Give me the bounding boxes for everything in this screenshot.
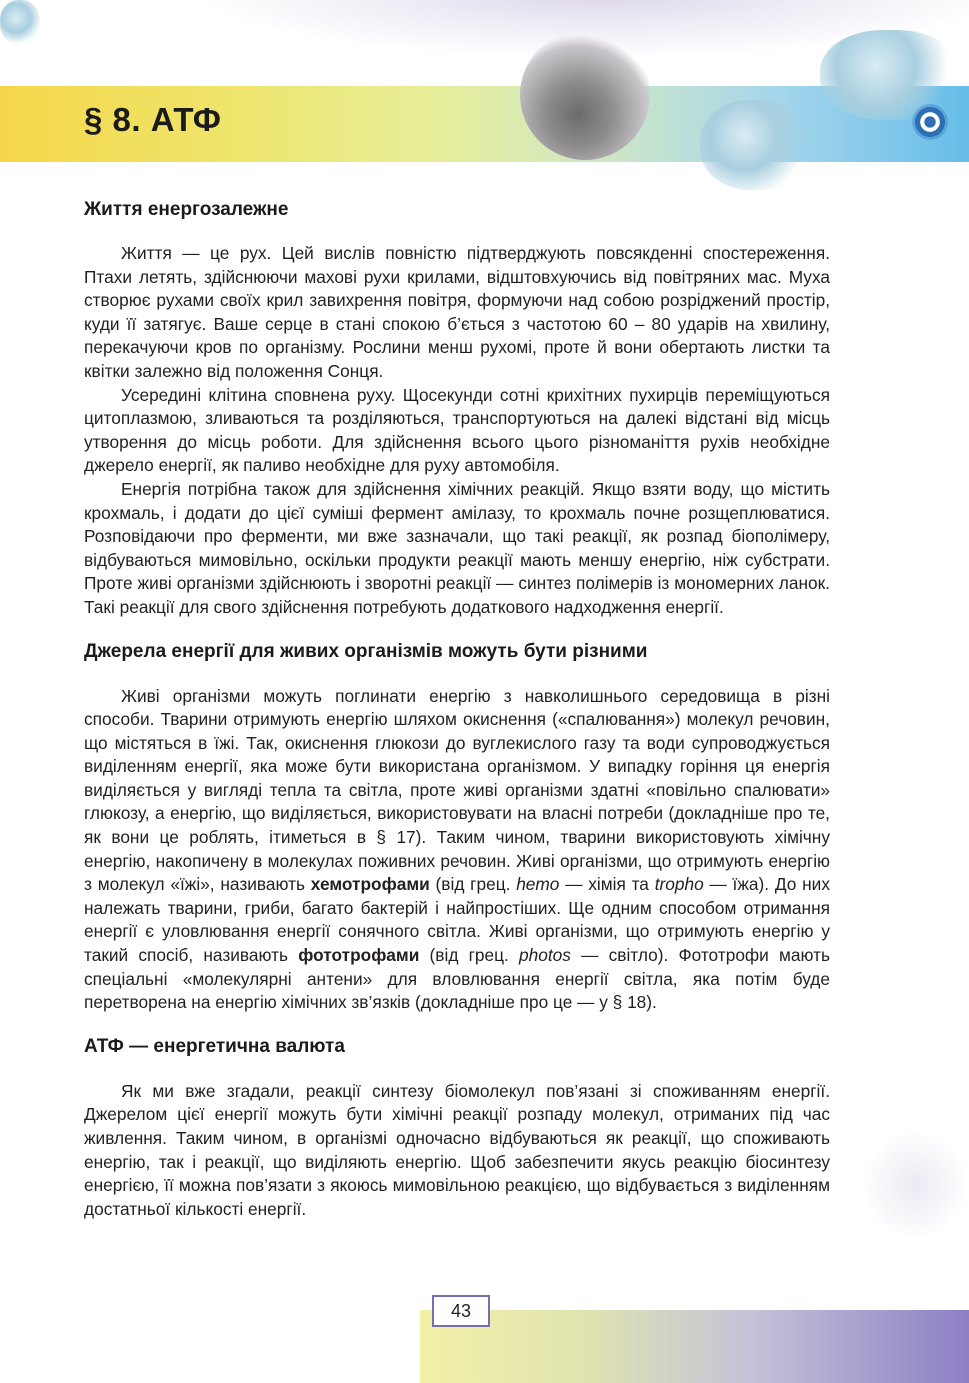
page-number: 43 (432, 1295, 490, 1327)
paragraph: Усередині клітина сповнена руху. Щосекунди сотні крихітних пухирців переміщуються цитоплазмою, зливаються та розділяються, транспортуються на далекі відстані від місць утворення до місць роботи. Для здійснення всього цього різноманіття рухів необхідне джерело енергії, як паливо необхідне для руху автомобіля. (84, 384, 830, 476)
section-heading: Життя енергозалежне (84, 199, 289, 220)
term-phototrophs: фототрофами (298, 945, 420, 966)
background-molecule-image (860, 1130, 969, 1240)
section-heading: АТФ — енергетична валюта (84, 1035, 345, 1057)
section-heading: Джерела енергії для живих організмів можуть бути різними (84, 640, 648, 662)
chapter-title: § 8. АТФ (84, 101, 222, 138)
paragraph: Життя — це рух. Цей вислів повністю підтверджують повсякденні спостереження. Птахи летять, здійснюючи махові рухи крилами, відштовхуючись від повітряних мас. Муха створює рухами своїх крил завихрення повітря, формуючи над собою розріджений простір, куди її затягує. Ваше серце в стані спокою б’ється з частотою 60 – 80 ударів на хвилину, перекачуючи кров по організму. Рослини менш рухомі, проте й вони обертають листки та квітки залежно від положення Сонця. (84, 243, 830, 381)
page-content (84, 198, 830, 1221)
protein-molecule-image (700, 100, 810, 190)
decorative-orb (520, 30, 650, 160)
paragraph: Енергія потрібна також для здійснення хімічних реакцій. Якщо взяти воду, що містить крохмаль, і додати до цієї суміші фермент амілазу, то крохмаль почне розщеплюватися. Розповідаючи про ферменти, ми вже зазначали, що такі реакції, як розпад біополімеру, відбуваються мимовільно, оскільки продукти реакції мають меншу енергію, ніж субстрати. Проте живі організми здійснюють і зворотні реакції — синтез полімерів із мономерних ланок. Такі реакції для свого здійснення потребують додаткового надходження енергії. (84, 478, 830, 617)
paragraph: Як ми вже згадали, реакції синтезу біомолекул пов’язані зі споживанням енергії. Джерелом цієї енергії можуть бути хімічні реакції розпаду молекул, отриманих під час живлення. Таким чином, в організмі одночасно відбуваються як реакції, що споживають енергію, так і реакції, що виділяють енергію. Щоб забезпечити якусь реакцію біосинтезу енергією, її можна пов’язати з якоюсь мимовільною реакцією, що відбувається з виділенням достатньої кількості енергії. (84, 1080, 830, 1219)
paragraph: Живі організми можуть поглинати енергію з навколишнього середовища в різні способи. Тварини отримують енергію шляхом окиснення («спалювання») молекул речовин, що містяться в їжі. Так, окиснення глюкози до вуглекислого газу та води супроводжується виділенням енергії, яка може бути використана організмом. У випадку горіння ця енергія виділяється у вигляді тепла та світла, проте живі організми здатні «повільно спалювати» глюкозу, а енергію, що виділяється, використовувати на власні потреби (докладніше про те, як вони це роблять, ітиметься в § 17). Таким чином, тварини використовують хімічну енергію, накопичену в молекулах поживних речовин. Живі організми, що отримують енергію з молекул «їжі», називають хемотрофами (від грец. hemo — хімія та tropho — їжа). До них належать тварини, гриби, багато бактерій і найпростіших. Ще одним способом отримання енергії є уловлювання енергії сонячного світла. Живі організми, що отримують енергію у такий спосіб, називають фототрофами (від грец. photos — світло). Фототрофи мають спеціальні «молекулярні антени» для вловлювання енергії світла, яка потім буде перетворена на енергію хімічних зв’язків (докладніше про це — у § 18). (84, 685, 830, 1013)
molecule-corner-image (0, 0, 40, 45)
target-icon (912, 104, 948, 140)
term-chemotrophs: хемотрофами (310, 874, 430, 895)
footer-band (420, 1310, 969, 1383)
